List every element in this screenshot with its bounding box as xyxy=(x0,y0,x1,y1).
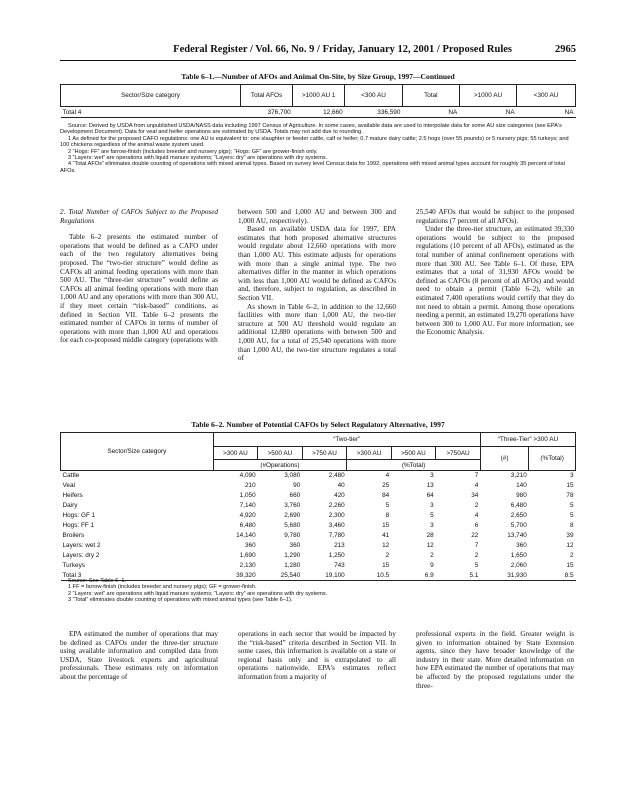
table2-caption: Table 6–2. Number of Potential CAFOs by Select Regulatory Alternative, 1997 xyxy=(191,420,445,429)
table2-col-sector: Sector/Size category xyxy=(61,433,214,471)
table-row xyxy=(61,471,576,481)
table1-notes xyxy=(60,123,576,174)
table-cell: 743 xyxy=(334,562,345,569)
table-cell: 6 xyxy=(474,522,479,529)
table-cell: 5.1 xyxy=(469,571,479,579)
table1-col-sector: Sector/Size category xyxy=(61,85,241,107)
table1-row-label: Total 4 xyxy=(62,108,82,116)
table-cell: 3 xyxy=(430,522,434,529)
table-cell: 140 xyxy=(516,482,527,489)
table1-caption: Table 6–1.—Number of AFOs and Animal On-Site, by Size Group, 1997—Continued xyxy=(181,72,455,81)
table-cell: 4 xyxy=(474,512,479,519)
table2-notes xyxy=(60,578,576,604)
table2-subhead: >300 AU xyxy=(347,447,391,460)
table-cell: 1,690 xyxy=(239,552,256,559)
table1 xyxy=(60,84,576,118)
table-cell: 1,650 xyxy=(510,552,527,559)
table-cell: 2,480 xyxy=(328,472,345,480)
body1-column-3 xyxy=(416,208,574,337)
table-cell: 5 xyxy=(569,512,574,519)
table-cell: 8.5 xyxy=(564,571,574,579)
row-label: Turkeys xyxy=(62,562,85,569)
table1-header-row xyxy=(61,85,576,107)
table-cell: 7 xyxy=(474,542,479,549)
table-cell: 4,090 xyxy=(239,472,256,480)
table-cell: 1,250 xyxy=(328,552,345,559)
table-cell: 3,760 xyxy=(284,502,301,509)
row-label: Hogs: GF 1 xyxy=(62,512,96,519)
row-label: Broilers xyxy=(62,532,85,539)
table2-note: 3 “Total” eliminates double counting of operations with mixed animal types (see Table 6–1). xyxy=(68,597,293,604)
table-cell: 980 xyxy=(516,492,527,499)
table-cell: 2,130 xyxy=(239,562,256,569)
table1-note: 4 “Total AFOs” eliminates double counting of operations with mixed animal types. Based on survey level Census data for 1992, operations with mixed animal types account for roughly 35 percent of total AFOs. xyxy=(60,161,565,174)
table-cell: 39 xyxy=(566,532,574,539)
table-row xyxy=(61,107,576,118)
table2-group-two-tier: “Two-tier” xyxy=(213,433,480,447)
paragraph: EPA estimated the number of operations that may be defined as CAFOs under the three-tier structure using available information and compiled data from USDA, State livestock experts and agricultural professionals. These estimates rely on information about the percentage of xyxy=(60,630,218,681)
table-cell: 376,700 xyxy=(267,108,291,116)
table-cell: 28 xyxy=(426,532,434,539)
table-cell: 13 xyxy=(426,482,434,489)
table-cell: 5 xyxy=(430,512,434,519)
table-cell: 4 xyxy=(474,482,479,489)
table-cell: 3 xyxy=(569,472,574,480)
table-cell: 7 xyxy=(474,472,479,480)
paragraph: Table 6–2 presents the estimated number of operations that would be defined as a CAFO under each of the two regulatory alternatives being proposed. The “two-tier structure” would define as CAFOs all animal feeding operations with more than 500 AU. The “three-tier structure” would define as CAFOs all animal feeding operations with more than 1,000 AU and any operations with more than 300 AU, if they meet certain “risk-based” conditions, as defined in Section VII. Table 6–2 presents the estimated number of CAFOs in terms of number of operations with more than 1,000 AU and operations for each co-proposed middle category (operations with xyxy=(60,233,218,345)
table-cell: 660 xyxy=(289,492,301,499)
row-label: Total 3 xyxy=(62,571,82,579)
table-cell: 7,140 xyxy=(239,502,256,509)
table-cell: 3 xyxy=(430,502,434,509)
table1-note: 1 As defined for the proposed CAFO regulations: one AU is equivalent to: one slaughter or feeder cattle, calf or heifer; 0.7 mature dairy cattle; 2.5 hogs (over 55 pounds) or 5 nursery pigs; 55 turkeys; and 100 chickens regardless of the animal waste system used. xyxy=(60,135,569,149)
table-cell: 3 xyxy=(430,472,434,480)
section-heading: 2. Total Number of CAFOs Subject to the Proposed Regulations xyxy=(60,208,218,225)
table-cell: 25 xyxy=(382,482,390,489)
table1-col-lt300-b: <300 AU xyxy=(517,85,576,107)
table-cell: 1,280 xyxy=(284,562,301,569)
body2-column-3 xyxy=(416,630,574,690)
table-cell: 6,480 xyxy=(510,502,527,509)
table-cell: 19,100 xyxy=(325,571,345,579)
table2-group-row xyxy=(61,433,576,447)
table-cell: 5 xyxy=(474,562,479,569)
table1-note: 3 “Layers: wet” are operations with liquid manure systems; “Layers: dry” are operations with dry systems. xyxy=(68,155,328,162)
table-cell: 2 xyxy=(474,552,479,559)
table2-subhead: >500 AU xyxy=(391,447,435,460)
table-cell: 90 xyxy=(293,482,301,489)
table-cell: 2,260 xyxy=(328,502,345,509)
table1-col-gt1000-b: >1000 AU xyxy=(459,85,516,107)
paragraph: Under the three-tier structure, an estimated 39,330 operations would be subject to the proposed regulations (10 percent of all AFOs), estimated as the total number of animal confinement operations with more than 300 AU. See Table 6–1. Of these, EPA estimates that a total of 31,930 AFOs would be defined as CAFOs (8 percent of all AFOs) and would need to obtain a permit (Table 6–2), while an estimated 7,400 operations would certify that they do not need to obtain a permit. Among those operations needing a permit, an estimated 19,270 operations have between 300 to 1,000 AU. For more information, see the Economic Analysis. xyxy=(416,225,574,337)
table-cell: 40 xyxy=(337,482,345,489)
table-cell: 22 xyxy=(471,532,479,539)
table-cell: 210 xyxy=(244,482,256,489)
table2-note: Source: See Table 6–1. xyxy=(68,578,127,584)
paragraph: Based on available USDA data for 1997, EPA estimates that both proposed alternative structures would regulate about 12,660 operations with more than 1,000 AU. This estimate adjusts for operations with more than a single animal type. The two alternatives differ in the manner in which operations with less than 1,000 AU would be defined as CAFOs and, therefore, subject to regulation, as described in Section VII. xyxy=(238,225,396,302)
paragraph: As shown in Table 6–2, in addition to the 12,660 facilities with more than 1,000 AU, the two-tier structure at 500 AU threshold would regulate an additional 12,880 operations with between 500 and 1,000 AU, for a total of 25,540 operations with more than 1,000 AU, the two-tier structure regulates a total of xyxy=(238,302,396,363)
table2-subhead: (%Total) xyxy=(529,447,576,471)
table-cell: 2,650 xyxy=(510,512,527,519)
table2-subhead: >750AU xyxy=(436,447,481,460)
table-cell: 3,210 xyxy=(510,472,527,480)
table-cell: 34 xyxy=(471,492,479,499)
table-cell: 3,080 xyxy=(284,472,301,480)
body1-column-2 xyxy=(238,208,396,363)
table1-note: 2 “Hogs: FF” are farrow-finish (includes breeder and nursery pigs); “Hogs: GF” are grower-finish only. xyxy=(68,148,318,155)
row-label: Hogs: FF 1 xyxy=(62,522,95,529)
table2-note: 2 “Layers: wet” are operations with liquid manure systems; “Layers: dry” are operations with dry systems. xyxy=(68,590,328,597)
table-cell: 12 xyxy=(382,542,390,549)
table2-unit-operations: (#Operations) xyxy=(213,460,347,471)
row-label: Veal xyxy=(62,482,75,489)
table2-subhead: (#) xyxy=(480,447,528,471)
table-cell: 5,700 xyxy=(510,522,527,529)
table-cell: 15 xyxy=(382,562,390,569)
row-label: Heifers xyxy=(62,492,83,499)
table-cell: 6,480 xyxy=(239,522,256,529)
table-cell: NA xyxy=(564,108,574,116)
table-cell: 420 xyxy=(334,492,345,499)
table-cell: 64 xyxy=(426,492,434,499)
table-row xyxy=(61,491,576,501)
table-cell: 41 xyxy=(382,532,390,539)
table-cell: NA xyxy=(505,108,515,116)
table-cell: 360 xyxy=(516,542,527,549)
table-cell: 4 xyxy=(385,472,390,480)
table-cell: 5 xyxy=(569,502,574,509)
table2-subhead: >300 AU xyxy=(213,447,258,460)
table2-body xyxy=(61,471,576,581)
table-cell: 2 xyxy=(569,552,574,559)
table-cell: 12,660 xyxy=(323,108,343,116)
table2-unit-percent: (%Total) xyxy=(347,460,481,471)
row-label: Cattle xyxy=(62,472,80,480)
table-cell: 12 xyxy=(426,542,434,549)
table2-subhead: >750 AU xyxy=(302,447,347,460)
table1-col-gt1000: >1000 AU 1 xyxy=(293,85,345,107)
table-cell: 360 xyxy=(244,542,256,549)
table1-col-lt300: <300 AU xyxy=(345,85,403,107)
paragraph: 25,540 AFOs that would be subject to the proposed regulations (7 percent of all AFOs). xyxy=(416,208,574,225)
table-cell: 2 xyxy=(474,502,479,509)
table-cell: 8 xyxy=(385,512,390,519)
table-cell: 2,060 xyxy=(510,562,527,569)
page-number: 2965 xyxy=(555,44,576,55)
paragraph: professional experts in the field. Greater weight is given to information obtained by State Extension agents, since they have broader knowledge of the industry in their state. More detailed information on how EPA estimated the number of operations that may be affected by the proposed regulations under the three- xyxy=(416,630,574,690)
table-cell: 5 xyxy=(385,502,390,509)
table-row xyxy=(61,531,576,541)
table-cell: 1,290 xyxy=(284,552,301,559)
table-cell: 78 xyxy=(566,492,574,499)
table-cell: 9,780 xyxy=(284,532,301,539)
table-cell: 25,540 xyxy=(280,571,301,579)
body1-column-1 xyxy=(60,208,218,345)
table-cell: 5,680 xyxy=(284,522,301,529)
table-cell: 2,300 xyxy=(328,512,345,519)
header-title: Federal Register / Vol. 66, No. 9 / Friday, January 12, 2001 / Proposed Rules xyxy=(173,44,512,55)
body2-column-1 xyxy=(60,630,218,682)
table-cell: 31,930 xyxy=(507,571,527,579)
table-cell: 360 xyxy=(289,542,301,549)
table-cell: 15 xyxy=(382,522,390,529)
row-label: Dairy xyxy=(62,502,78,509)
table-cell: 336,590 xyxy=(377,108,401,116)
table-cell: 8 xyxy=(569,522,574,529)
table-cell: 2 xyxy=(430,552,434,559)
table1-col-total: Total xyxy=(402,85,459,107)
table-cell: NA xyxy=(448,108,458,116)
table-cell: 3,460 xyxy=(328,522,345,529)
table-cell: 1,050 xyxy=(239,492,256,499)
paragraph: operations in each sector that would be impacted by the “risk-based” criteria described in Section VII. In some cases, this information is available on a state or regional basis only and is extrapolated to all operations nationwide. EPA's estimates reflect information from a majority of xyxy=(238,630,396,681)
table-row xyxy=(61,521,576,531)
table-cell: 13,740 xyxy=(507,532,527,539)
row-label: Layers: dry 2 xyxy=(62,552,100,559)
table2 xyxy=(60,432,576,581)
body2-column-2 xyxy=(238,630,396,682)
table2-group-three-tier: “Three-Tier” >300 AU xyxy=(480,433,575,447)
table-cell: 15 xyxy=(566,482,574,489)
table1-col-total-afos: Total AFOs xyxy=(240,85,292,107)
table-cell: 39,320 xyxy=(236,571,256,579)
table-cell: 9 xyxy=(430,562,434,569)
table2-note: 1 FF = farrow-finish (includes breeder and nursery pigs); GF = grower-finish. xyxy=(68,584,257,591)
table-cell: 12 xyxy=(566,542,574,549)
table-row xyxy=(61,561,576,571)
row-label: Layers: wet 2 xyxy=(62,542,101,549)
table-row xyxy=(61,501,576,511)
running-header xyxy=(60,44,576,58)
table-row xyxy=(61,541,576,551)
table-cell: 213 xyxy=(334,542,345,549)
table-cell: 2 xyxy=(385,552,390,559)
table-cell: 6.9 xyxy=(424,571,434,579)
header-rule xyxy=(60,60,576,61)
table-cell: 7,780 xyxy=(328,532,345,539)
table1-note: Source: Derived by USDA from unpublished USDA/NASS data including 1997 Census of Agriculture. In some cases, available data are used to interpolate data for some AU size categories (see EPA's Development Document). Data for veal and heifer operations are estimated by USDA. Totals may not add due to rounding. xyxy=(60,123,562,136)
table-cell: 10.5 xyxy=(376,571,390,579)
table-cell: 14,140 xyxy=(236,532,256,539)
table-cell: 15 xyxy=(566,562,574,569)
table-row xyxy=(61,551,576,561)
table-row xyxy=(61,481,576,491)
table2-subhead: >500 AU xyxy=(258,447,303,460)
table-cell: 2,690 xyxy=(284,512,301,519)
table-cell: 84 xyxy=(382,492,390,499)
paragraph: between 500 and 1,000 AU and between 300 and 1,000 AU, respectively). xyxy=(238,208,396,225)
table-cell: 4,920 xyxy=(239,512,256,519)
table-row xyxy=(61,511,576,521)
